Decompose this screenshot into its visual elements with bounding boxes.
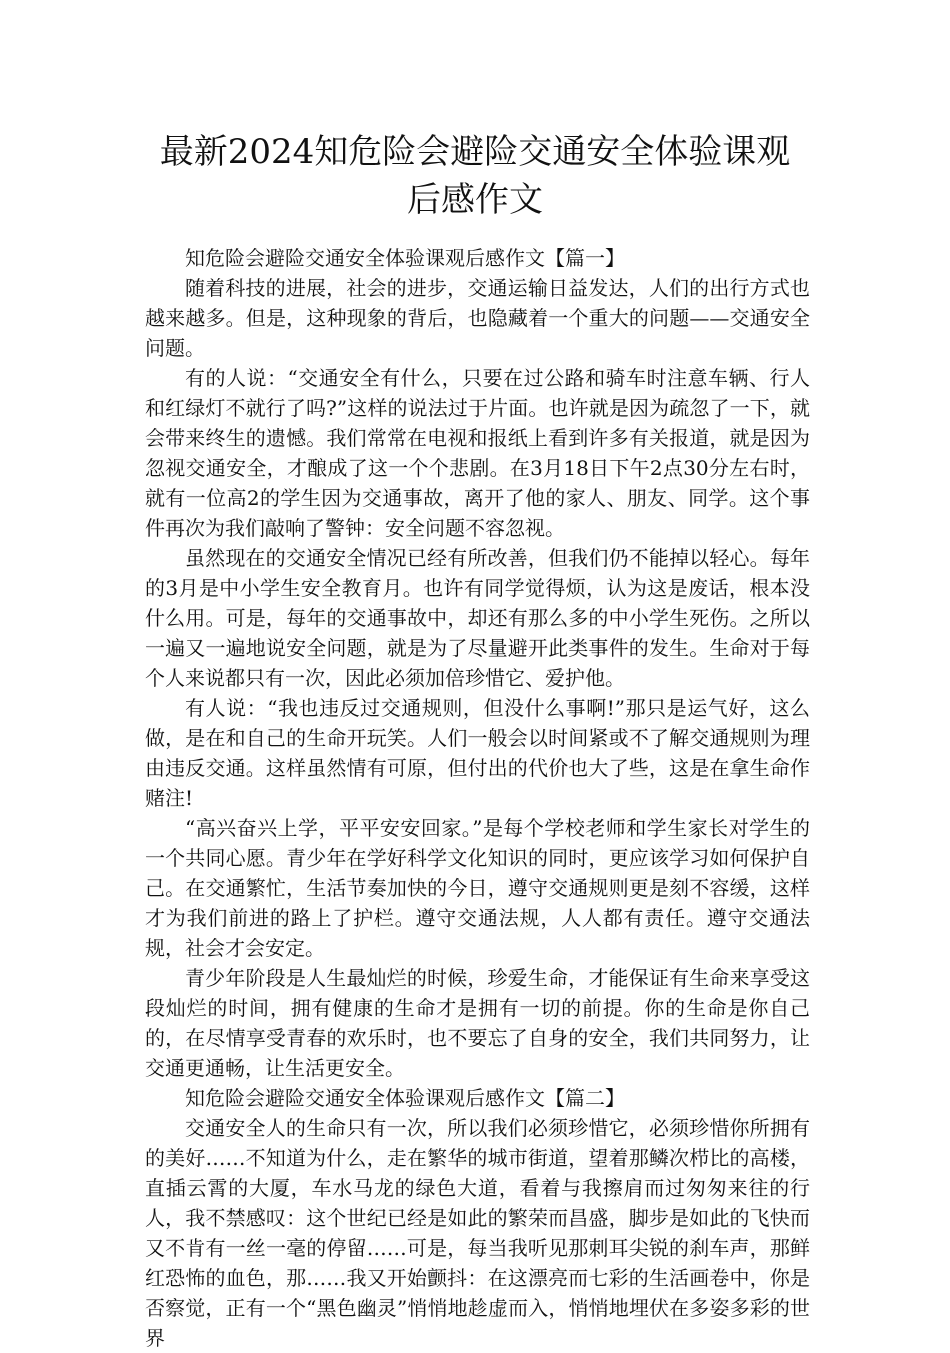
document-title — [120, 128, 830, 224]
paragraph: 青少年阶段是人生最灿烂的时候，珍爱生命，才能保证有生命来享受这段灿烂的时间，拥有健康的生命才是拥有一切的前提。你的生命是你自己的，在尽情享受青春的欢乐时，也不要忘了自身的安全，我们共同努力，让交通更通畅，让生活更安全。 — [145, 966, 810, 1080]
section-heading-1: 知危险会避险交通安全体验课观后感作文【篇一】 — [185, 246, 625, 270]
section-heading-2: 知危险会避险交通安全体验课观后感作文【篇二】 — [185, 1086, 625, 1110]
title-line-1: 最新2024知危险会避险交通安全体验课观 — [159, 132, 791, 172]
title-line-2: 后感作文 — [407, 180, 543, 220]
paragraph: “高兴奋兴上学，平平安安回家。”是每个学校老师和学生家长对学生的一个共同心愿。青少年在学好科学文化知识的同时，更应该学习如何保护自己。在交通繁忙，生活节奏加快的今日，遵守交通规则更是刻不容缓，这样才为我们前进的路上了护栏。遵守交通法规，人人都有责任。遵守交通法规，社会才会安定。 — [145, 816, 810, 960]
document-body — [145, 243, 810, 1353]
paragraph: 有人说：“我也违反过交通规则，但没什么事啊!”那只是运气好，这么做，是在和自己的生命开玩笑。人们一般会以时间紧或不了解交通规则为理由违反交通。这样虽然情有可原，但付出的代价也大了些，这是在拿生命作赌注! — [145, 696, 810, 810]
paragraph: 交通安全人的生命只有一次，所以我们必须珍惜它，必须珍惜你所拥有的美好……不知道为什么，走在繁华的城市街道，望着那鳞次栉比的高楼，直插云霄的大厦，车水马龙的绿色大道，看着与我擦肩而过匆匆来往的行人，我不禁感叹：这个世纪已经是如此的繁荣而昌盛，脚步是如此的飞快而又不肯有一丝一毫的停留……可是，每当我听见那刺耳尖锐的刹车声，那鲜红恐怖的血色，那……我又开始颤抖：在这漂亮而七彩的生活画卷中，你是否察觉，正有一个“黑色幽灵”悄悄地趁虚而入，悄悄地埋伏在多姿多彩的世界 — [145, 1116, 810, 1350]
paragraph: 随着科技的进展，社会的进步，交通运输日益发达，人们的出行方式也越来越多。但是，这种现象的背后，也隐藏着一个重大的问题——交通安全问题。 — [145, 276, 810, 360]
paragraph: 虽然现在的交通安全情况已经有所改善，但我们仍不能掉以轻心。每年的3月是中小学生安全教育月。也许有同学觉得烦，认为这是废话，根本没什么用。可是，每年的交通事故中，却还有那么多的中小学生死伤。之所以一遍又一遍地说安全问题，就是为了尽量避开此类事件的发生。生命对于每个人来说都只有一次，因此必须加倍珍惜它、爱护他。 — [145, 546, 810, 690]
paragraph: 有的人说：“交通安全有什么，只要在过公路和骑车时注意车辆、行人和红绿灯不就行了吗?”这样的说法过于片面。也许就是因为疏忽了一下，就会带来终生的遗憾。我们常常在电视和报纸上看到许多有关报道，就是因为忽视交通安全，才酿成了这一个个悲剧。在3月18日下午2点30分左右时，就有一位高2的学生因为交通事故，离开了他的家人、朋友、同学。这个事件再次为我们敲响了警钟：安全问题不容忽视。 — [145, 366, 810, 540]
